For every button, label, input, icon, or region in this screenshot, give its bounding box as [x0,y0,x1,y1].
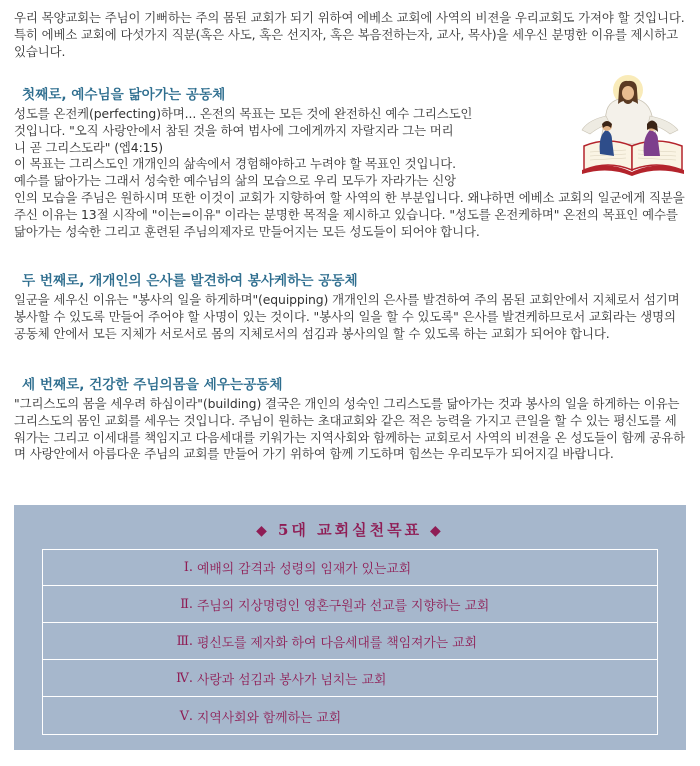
section-1-line: 것입니다. "오직 사랑안에서 참된 것을 하여 범사에 그에게까지 자랄지라 그는 머리 [14,122,454,138]
goal-text: 주님의 지상명령인 영혼구원과 선교를 지향하는 교회 [197,599,490,614]
goal-number: Ⅲ. [176,634,193,649]
goals-panel [14,505,686,750]
goal-number: Ⅴ. [179,708,193,724]
section-1-line: 이 목표는 그리스도인 개개인의 삶속에서 경험해야하고 누려야 할 목표인 것입니다. [14,156,456,172]
section-3-heading: 세 번째로, 건강한 주님의몸을 세우는공동체 [22,377,283,393]
goal-text: 사랑과 섬김과 봉사가 넘치는 교회 [197,673,387,688]
section-1-body: 인의 모습을 주님은 원하시며 또한 이것이 교회가 지향하여 할 사역의 한 부분입니다. 왜냐하면 에베소 교회의 일군에게 직분을 주신 이유는 13절 시작에 "이는=이유" 이라는 분명한 목적을 제시하고 있습니다. "성도를 온전케하며" 온전의 목표인 예수를 닮아가는 성숙한 그리고 훈련된 주님의제자로 만들어지는 모든 성도들이 되어야 합니다. [14,190,685,239]
section-1-line: 니 곧 그리스도라" (엡4:15) [14,139,163,155]
section-2-body: 일군을 세우신 이유는 "봉사의 일을 하게하며"(equipping) 개개인의 은사를 발견하여 주의 몸된 교회안에서 지체로서 섬기며 봉사할 수 있도록 만들어 주어야 할 사명이 있는 것이다. "봉사의 일을 할 수 있도록" 은사를 발견케하므로서 교회라는 생명의 공동체 안에서 모든 지체가 서로서로 몸의 지체로서의 섬김과 봉사의일 할 수 있도록 하는 교회가 되어야 합니다. [14,292,680,341]
goal-item-5 [43,698,657,734]
goals-title-text: 5대 교회실천목표 [277,521,423,539]
section-2-heading: 두 번째로, 개개인의 은사를 발견하여 봉사케하는 공동체 [22,273,358,289]
jesus-bible-illustration [578,74,688,176]
goal-item-4 [43,661,657,697]
goals-title [14,519,686,540]
goal-text: 지역사회와 함께하는 교회 [197,710,342,726]
goal-item-1 [43,550,657,586]
goal-text: 평신도를 제자화 하여 다음세대를 책임져가는 교회 [197,636,477,651]
goal-number: Ⅰ. [183,560,193,575]
intro-paragraph: 우리 목양교회는 주님이 기뻐하는 주의 몸된 교회가 되기 위하여 에베소 교회에 사역의 비젼을 우리교회도 가져야 할 것입니다. 특히 에베소 교회에 다섯가지 직분(혹은 사도, 혹은 선지자, 혹은 복음전하는자, 교사, 목사)을 세우신 분명한 이유를 제시하고 있습니다. [14,10,685,59]
diamond-icon: ◆ [256,523,270,539]
goal-number: Ⅱ. [180,597,193,612]
goal-item-3 [43,624,657,660]
section-1-line: 예수를 닮아가는 그래서 성숙한 예수님의 삶의 모습으로 우리 모두가 자라가는 신앙 [14,173,456,189]
goals-list [42,549,658,735]
section-1-line: 성도를 온전케(perfecting)하며... 온전의 목표는 모든 것에 완전하신 예수 그리스도인 [14,106,473,121]
section-3-body: "그리스도의 몸을 세우려 하심이라"(building) 결국은 개인의 성숙인 그리스도를 닮아가는 것과 봉사의 일을 하게하는 이유는 그리스도의 몸인 교회를 세우는 것입니다. 주님이 원하는 초대교회와 같은 적은 능력을 가지고 큰일을 할 수 있는 평신도를 세워가는 그리고 이세대를 책임지고 다음세대를 키워가는 지역사회와 함께하는 교회로서 사역의 비젼을 온 성도들이 함께 공유하며 사랑안에서 아름다운 주님의 교회를 만들어 가기 위하여 함께 기도하며 힘쓰는 우리모두가 되어지길 바랍니다. [14,396,685,462]
diamond-icon: ◆ [430,523,444,539]
goal-number: Ⅳ. [176,671,193,686]
goal-text: 예배의 감격과 성령의 임재가 있는교회 [197,562,412,577]
section-1-heading: 첫째로, 예수님을 닮아가는 공동체 [22,87,226,103]
section-1-wrapped-lines [14,106,574,190]
goal-item-2 [43,587,657,623]
